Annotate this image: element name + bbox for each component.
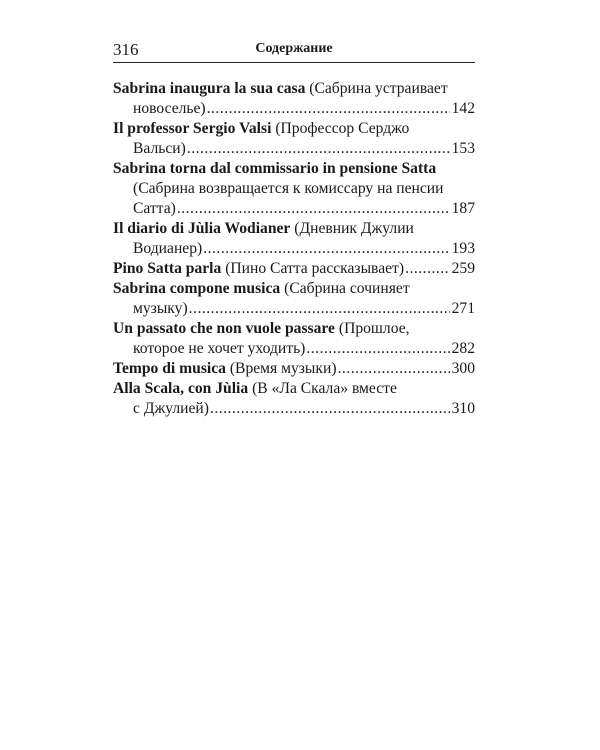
toc-title-russian-cont: Водианер) [133,240,203,257]
toc-entry[interactable] [113,259,475,279]
toc-entry-line [113,379,475,399]
toc-title-russian: (Сабрина сочиняет [284,280,410,297]
toc-entry-line [113,119,475,139]
toc-title-russian-cont: Вальси) [133,140,186,157]
toc-title-italian: Alla Scala, con Jùlia [113,380,249,397]
dot-leader [306,339,449,359]
page-header [113,40,475,62]
dot-leader [177,199,450,219]
toc-title-russian: (В «Ла Скала» вместе [252,380,397,397]
toc-page-number: 310 [451,400,475,417]
toc-title-italian: Tempo di musica [113,360,226,377]
toc-entry-line [113,79,475,99]
toc-entry[interactable] [113,319,475,359]
toc-entry-line [113,239,475,259]
toc-entry[interactable] [113,79,475,119]
toc-entry-line [113,159,475,179]
toc-entry[interactable] [113,219,475,259]
toc-entry[interactable] [113,279,475,319]
toc-entry-line [113,279,475,299]
toc-entry[interactable] [113,379,475,419]
toc-title-russian: (Сабрина возвращается к комиссару на пенсии [133,180,444,197]
toc-entry-line [113,319,475,339]
dot-leader [187,139,450,159]
toc-entry-line [113,99,475,119]
toc-page-number: 271 [451,300,475,317]
toc-entry[interactable] [113,119,475,159]
toc-title-russian: (Пино Сатта рассказывает) [225,260,405,277]
dot-leader [405,259,450,279]
toc-page-number: 282 [451,340,475,357]
toc-page-number: 153 [451,140,475,157]
toc-title-russian: (Профессор Серджо [275,120,410,137]
toc-title-russian-cont: музыку) [133,300,188,317]
toc-title-russian-cont: которое не хочет уходить) [133,340,306,357]
toc-title-russian: (Прошлое, [338,320,410,337]
toc-page-number: 142 [451,100,475,117]
toc-title-italian: Sabrina torna dal commissario in pensione Satta [113,160,437,177]
toc-entry-line [113,359,475,379]
toc-entry[interactable] [113,159,475,219]
toc-title-russian: (Сабрина устраивает [309,80,448,97]
toc-entry[interactable] [113,359,475,379]
toc-entry-line [113,219,475,239]
dot-leader [189,299,450,319]
toc-title-italian: Il diario di Jùlia Wodianer [113,220,291,237]
toc-title-russian-cont: с Джулией) [133,400,209,417]
toc-entry-line [113,399,475,419]
toc-entry-line [113,179,475,199]
dot-leader [338,359,450,379]
toc-entry-line [113,199,475,219]
toc-title-italian: Sabrina inaugura la sua casa [113,80,306,97]
toc-page-number: 193 [451,240,475,257]
toc-title-italian: Il professor Sergio Valsi [113,120,272,137]
toc-title-italian: Pino Satta parla [113,260,222,277]
toc-page-number: 259 [451,260,475,277]
toc-title-russian: (Время музыки) [229,360,337,377]
running-title: Содержание [255,41,333,56]
page-number: 316 [113,40,139,59]
toc-title-russian: (Дневник Джулии [294,220,414,237]
table-of-contents [113,79,475,419]
dot-leader [210,399,450,419]
dot-leader [203,239,449,259]
toc-title-italian: Un passato che non vuole passare [113,320,335,337]
toc-entry-line [113,139,475,159]
toc-title-russian-cont: новоселье) [133,100,206,117]
toc-title-russian-cont: Сатта) [133,200,176,217]
toc-entry-line [113,259,475,279]
toc-page-number: 300 [451,360,475,377]
toc-entry-line [113,299,475,319]
header-rule [113,62,475,63]
toc-title-italian: Sabrina compone musica [113,280,281,297]
toc-entry-line [113,339,475,359]
dot-leader [207,99,450,119]
toc-page-number: 187 [451,200,475,217]
